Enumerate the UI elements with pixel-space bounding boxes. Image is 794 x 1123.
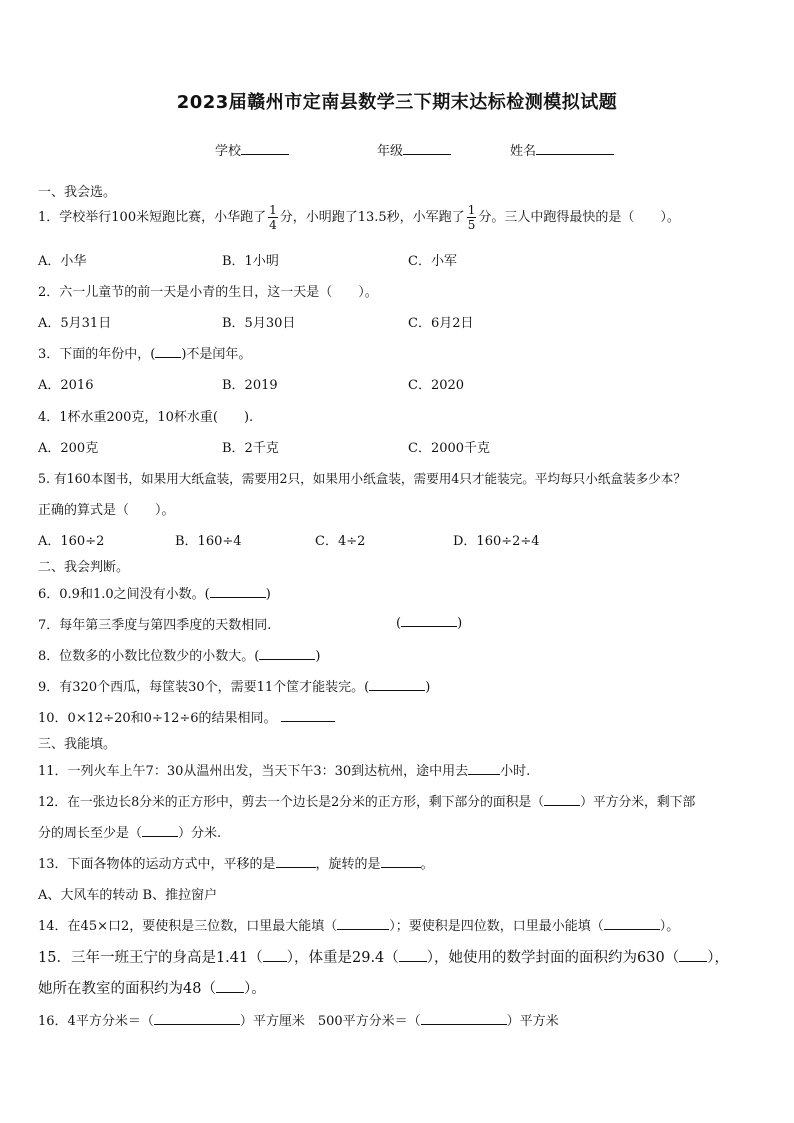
q10-blank[interactable] xyxy=(281,709,335,722)
q3-blank[interactable] xyxy=(155,345,181,358)
question-10: 10．0×12÷20和0÷12÷6的结果相同。 xyxy=(38,707,335,726)
question-8: 8．位数多的小数比位数少的小数大。( ) xyxy=(38,649,321,664)
q12-blank-2[interactable] xyxy=(142,824,178,837)
q3-option-c[interactable]: C．2020 xyxy=(408,378,465,393)
school-label: 学校 xyxy=(215,144,242,159)
q5-option-c[interactable]: C．4÷2 xyxy=(315,534,366,549)
q5-option-d[interactable]: D．160÷2÷4 xyxy=(453,534,540,549)
q4-option-c[interactable]: C．2000千克 xyxy=(408,441,491,456)
q15-blank-4[interactable] xyxy=(216,980,244,993)
question-3: 3．下面的年份中，( )不是闰年。 xyxy=(38,347,252,362)
section-heading-1: 一、我会选。 xyxy=(38,185,117,200)
q15-blank-2[interactable] xyxy=(399,949,427,962)
q5-option-b[interactable]: B．160÷4 xyxy=(175,534,242,549)
question-14: 14．在45×口2，要使积是三位数，口里最大能填（ ）；要使积是四位数，口里最小能填（ ）。 xyxy=(38,919,680,934)
q16-blank-2[interactable] xyxy=(421,1012,507,1025)
name-label: 姓名 xyxy=(510,144,537,159)
fraction-1: $\frac{1}{4}$ xyxy=(269,203,277,232)
q2-option-c[interactable]: C．6月2日 xyxy=(408,316,474,331)
grade-label: 年级 xyxy=(377,144,404,159)
q13-blank-1[interactable] xyxy=(276,855,316,868)
question-5-line-2: 正确的算式是（ ）。 xyxy=(38,503,175,518)
question-7: 7．每年第三季度与第四季度的天数相同. xyxy=(38,618,272,633)
fraction-2: $\frac{1}{5}$ xyxy=(467,203,476,232)
q11-blank[interactable] xyxy=(468,762,500,775)
section-heading-3: 三、我能填。 xyxy=(38,737,117,752)
q14-blank-1[interactable] xyxy=(337,917,389,930)
q5-option-a[interactable]: A．160÷2 xyxy=(38,534,105,549)
q4-option-b[interactable]: B．2千克 xyxy=(222,441,279,456)
question-9: 9．有320个西瓜，每筐装30个，需要11个筐才能装完。( ) xyxy=(38,680,431,695)
q15-blank-1[interactable] xyxy=(263,949,287,962)
school-blank[interactable] xyxy=(241,142,289,155)
q14-blank-2[interactable] xyxy=(604,917,660,930)
q12-blank-1[interactable] xyxy=(544,793,580,806)
question-12-line-1: 12．在一张边长8分米的正方形中，剪去一个边长是2分米的正方形，剩下部分的面积是（ ）平方分米，剩下部 xyxy=(38,795,696,810)
q9-blank[interactable] xyxy=(369,678,425,691)
question-2: 2．六一儿童节的前一天是小青的生日，这一天是（ ）。 xyxy=(38,285,378,300)
grade-blank[interactable] xyxy=(403,142,451,155)
question-1: 1．学校举行100米短跑比赛，小华跑了 $\frac{1}{4}$ 分，小明跑了13.5秒，小军跑了 $\frac{1}{5}$ 分。三人中跑得最快的是（ ）。 xyxy=(38,203,680,232)
q1-option-c[interactable]: C．小军 xyxy=(408,254,457,269)
name-blank[interactable] xyxy=(536,142,614,155)
school-field xyxy=(215,140,289,159)
q8-blank[interactable] xyxy=(259,647,315,660)
question-12-line-2: 分的周长至少是（ ）分米. xyxy=(38,826,222,841)
q4-option-a[interactable]: A．200克 xyxy=(38,441,99,456)
question-5-line-1: 5. 有160本图书，如果用大纸盒装，需要用2只，如果用小纸盒装，需要用4只才能装完。平均每只小纸盒装多少本？ xyxy=(38,471,686,486)
question-6: 6．0.9和1.0之间没有小数。( ) xyxy=(38,587,271,602)
question-11: 11．一列火车上午7：30从温州出发，当天下午3：30到达杭州，途中用去 小时. xyxy=(38,764,531,779)
q3-option-b[interactable]: B．2019 xyxy=(222,378,278,393)
page-title: 2023届赣州市定南县数学三下期末达标检测模拟试题 xyxy=(176,92,618,113)
q2-option-b[interactable]: B．5月30日 xyxy=(222,316,296,331)
grade-field xyxy=(377,140,451,159)
q7-answer: ( ) xyxy=(396,616,463,631)
question-15-line-2: 她所在教室的面积约为48（ ）。 xyxy=(38,981,266,997)
q16-blank-1[interactable] xyxy=(154,1012,240,1025)
q1-option-b[interactable]: B．1小明 xyxy=(222,254,279,269)
question-13-options: A、大风车的转动 B、推拉窗户 xyxy=(38,888,218,903)
question-13: 13．下面各物体的运动方式中，平移的是 ，旋转的是 。 xyxy=(38,857,434,872)
q15-blank-3[interactable] xyxy=(679,949,707,962)
name-field xyxy=(510,140,614,159)
question-16: 16．4平方分米＝（ ）平方厘米 500平方分米＝（ ）平方米 xyxy=(38,1014,559,1029)
section-heading-2: 二、我会判断。 xyxy=(38,560,130,575)
q1-option-a[interactable]: A．小华 xyxy=(38,254,87,269)
q13-blank-2[interactable] xyxy=(381,855,421,868)
q3-option-a[interactable]: A．2016 xyxy=(38,378,94,393)
q6-blank[interactable] xyxy=(210,585,266,598)
q7-blank[interactable] xyxy=(401,614,457,627)
question-15-line-1: 15．三年一班王宁的身高是1.41（ ），体重是29.4（ ），她使用的数学封面的面积约为630（ ）， xyxy=(38,950,729,966)
question-4: 4．1杯水重200克，10杯水重( ). xyxy=(38,410,254,425)
q2-option-a[interactable]: A．5月31日 xyxy=(38,316,112,331)
